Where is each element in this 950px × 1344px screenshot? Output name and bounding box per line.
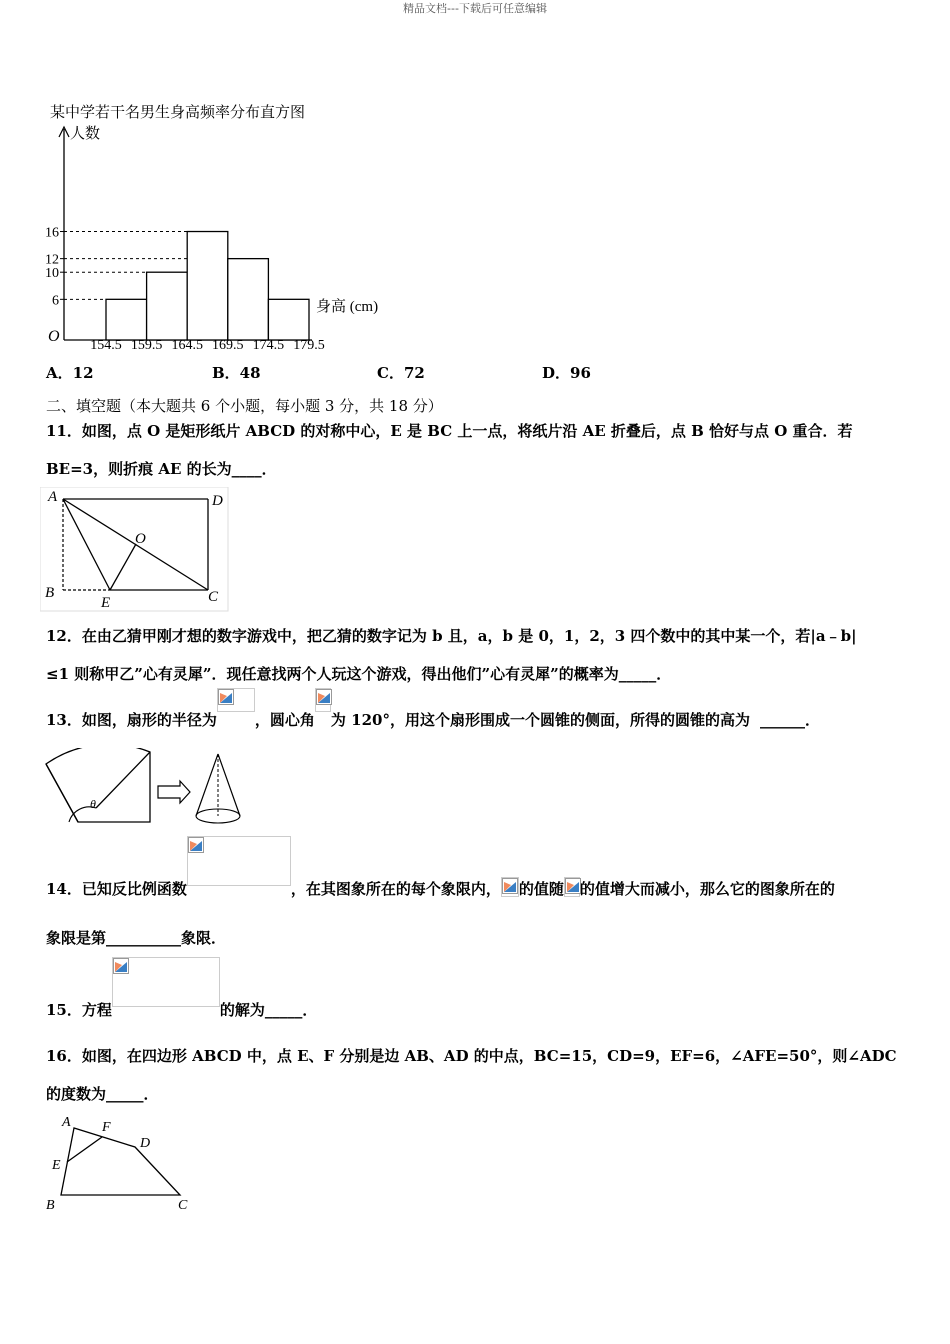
x-tick-label: 154.5 <box>90 338 122 353</box>
q14-part1: 14．已知反比例函数 <box>46 880 187 898</box>
histogram-bar <box>147 272 188 340</box>
y-tick-label: 10 <box>45 266 59 282</box>
q16-label-b: B <box>46 1198 55 1213</box>
section-title: 二、填空题（本大题共 6 个小题，每小题 3 分，共 18 分） <box>46 397 443 415</box>
q16-label-d: D <box>140 1136 151 1151</box>
q11-line1: 11．如图，点 O 是矩形纸片 ABCD 的对称中心，E 是 BC 上一点，将纸片沿 AE 折叠后，点 B 恰好与点 O 重合．若 <box>46 422 853 440</box>
x-tick-label: 179.5 <box>293 338 325 353</box>
q14-function-image <box>187 836 291 886</box>
q14-part3: 的值随 <box>518 880 564 898</box>
q13-radius-image <box>217 688 255 712</box>
histogram-chart <box>40 95 400 353</box>
q14-part4: 的值增大而减小，那么它的图象所在的 <box>579 880 835 898</box>
option-b[interactable]: B．48 <box>212 364 261 382</box>
q15-line <box>46 957 318 1019</box>
q11-label-c: C <box>208 589 219 605</box>
q11-label-o: O <box>135 531 146 547</box>
broken-image-icon <box>218 689 234 705</box>
histogram-bar <box>228 259 269 340</box>
y-tick-label: 6 <box>52 293 59 309</box>
option-c[interactable]: C．72 <box>377 364 425 382</box>
q15-part1: 15．方程 <box>46 1001 112 1019</box>
origin-label: O <box>48 328 60 345</box>
y-axis-label: 人数 <box>70 126 101 142</box>
option-d[interactable]: D．96 <box>542 364 591 382</box>
broken-image-icon <box>316 689 332 705</box>
q12-line2: ≤1 则称甲乙”心有灵犀”．现任意找两个人玩这个游戏，得出他们”心有灵犀”的概率为_____． <box>46 665 672 683</box>
q16-line1: 16．如图，在四边形 ABCD 中，点 E、F 分别是边 AB、AD 的中点，BC=15，CD=9，EF=6，∠AFE=50°，则∠ADC <box>46 1047 897 1065</box>
broken-image-icon <box>565 878 581 894</box>
q13-part4: ______． <box>759 711 820 729</box>
option-a[interactable]: A．12 <box>46 364 94 382</box>
q11-label-e: E <box>101 595 111 611</box>
q16-label-f: F <box>102 1120 111 1135</box>
chart-title: 某中学若干名男生身高频率分布直方图 <box>50 105 306 121</box>
histogram-bar <box>268 299 309 340</box>
y-tick-label: 16 <box>45 225 59 241</box>
q12-line1: 12．在由乙猜甲刚才想的数字游戏中，把乙猜的数字记为 b 且，a，b 是 0，1，2，3 四个数中的其中某一个，若|a﹣b| <box>46 627 857 645</box>
histogram-bar <box>106 299 147 340</box>
q13-part1: 13．如图，扇形的半径为 <box>46 711 217 729</box>
broken-image-icon <box>502 878 518 894</box>
q13-part2: ，圆心角 <box>254 711 315 729</box>
q15-equation-image <box>112 957 220 1007</box>
q16-quadrilateral-figure <box>40 1110 200 1220</box>
y-tick-label: 12 <box>45 252 59 268</box>
x-tick-label: 174.5 <box>252 338 285 353</box>
q13-line <box>46 690 820 730</box>
page-header: 精品文档---下载后可任意编辑 <box>403 2 547 15</box>
q16-label-a: A <box>62 1115 71 1130</box>
q16-label-c: C <box>178 1198 188 1213</box>
q16-label-e: E <box>52 1158 61 1173</box>
q13-part3: 为 120°，用这个扇形围成一个圆锥的侧面，所得的圆锥的高为 <box>330 711 750 729</box>
q11-label-d: D <box>212 493 223 509</box>
q11-label-a: A <box>48 489 58 505</box>
q11-line2: BE=3，则折痕 AE 的长为____． <box>46 460 277 478</box>
q14-part2: ，在其图象所在的每个象限内， <box>290 880 501 898</box>
broken-image-icon <box>113 958 129 974</box>
x-tick-label: 169.5 <box>212 338 244 353</box>
q14-line1 <box>46 836 835 898</box>
q14-y-image <box>501 877 519 897</box>
q13-sector-cone-figure <box>40 748 280 833</box>
broken-image-icon <box>188 837 204 853</box>
q11-label-b: B <box>45 585 55 601</box>
q15-part2: 的解为_____． <box>219 1001 318 1019</box>
q11-rectangle-figure <box>40 487 235 612</box>
x-tick-label: 159.5 <box>130 338 163 353</box>
q13-theta: θ <box>90 797 96 811</box>
x-tick-label: 164.5 <box>171 338 203 353</box>
x-axis-label: 身高 (cm) <box>316 299 379 315</box>
q13-angle-image <box>315 688 331 712</box>
q16-line2: 的度数为_____． <box>46 1085 159 1103</box>
histogram-bar <box>187 232 228 340</box>
q14-x-image <box>564 877 580 897</box>
q14-line2: 象限是第__________象限． <box>46 929 227 947</box>
